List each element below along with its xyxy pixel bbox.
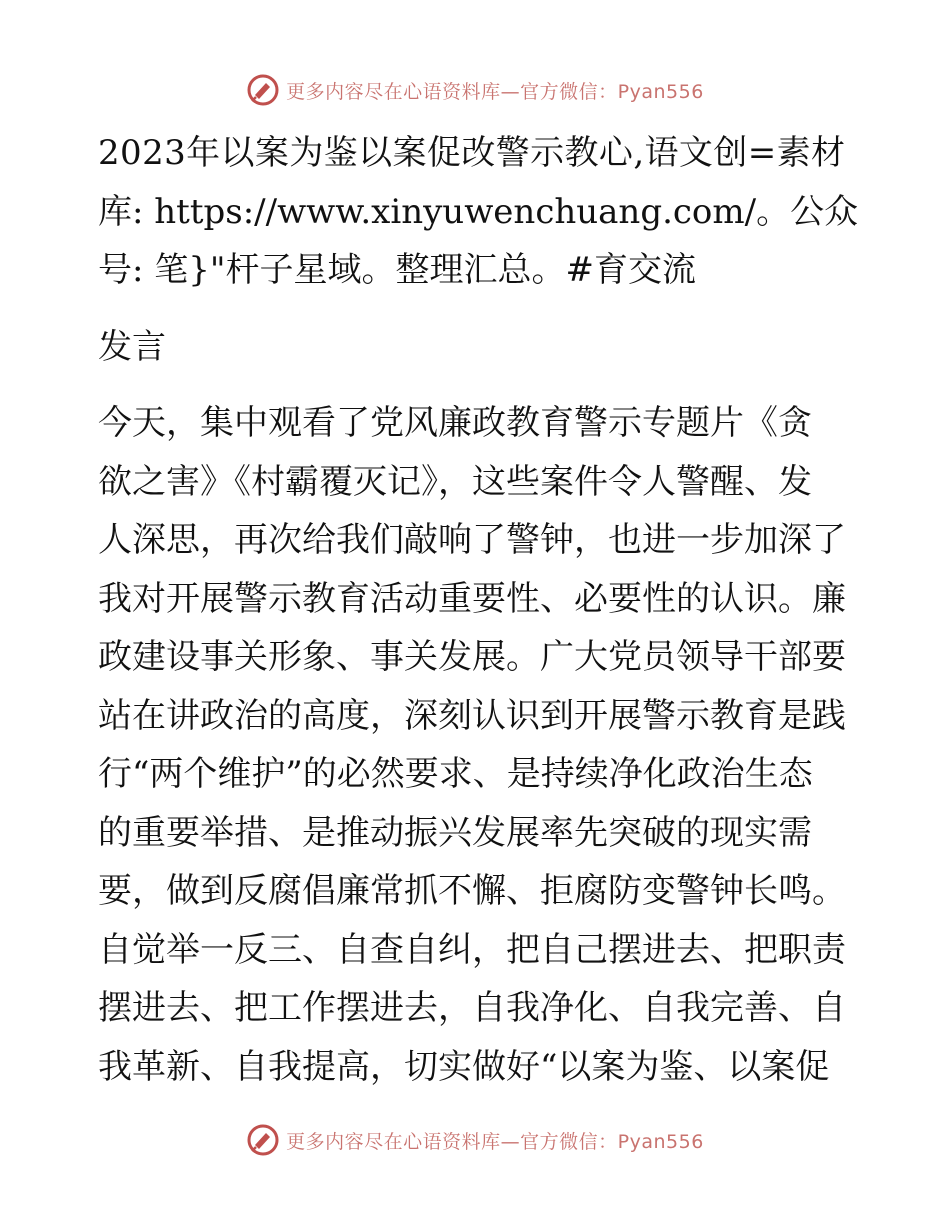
paragraph-line: 自觉举一反三、自查自纠，把自己摆进去、把职责 [98,929,846,970]
watermark-logo-icon [246,73,280,107]
paragraph-line: 要，做到反腐倡廉常抓不懈、拒腐防变警钟长鸣。 [98,871,846,911]
paragraph-line: 今天，集中观看了党风廉政教育警示专题片《贪 [98,403,812,443]
watermark-logo-icon [246,1123,280,1157]
paragraph-line: 欲之害》《村霸覆灭记》，这些案件令人警醒、发 [98,461,812,502]
header-watermark [0,70,950,110]
title-line: 号: 笔}"杆子星域。整理汇总。#育交流 [98,250,697,290]
paragraph-line: 的重要举措、是推动振兴发展率先突破的现实需 [98,812,812,853]
watermark-text: 更多内容尽在心语资料库—官方微信：Pyan556 [286,1130,704,1153]
paragraph-line: 政建设事关形象、事关发展。广大党员领导干部要 [98,637,846,677]
paragraph-line: 站在讲政治的高度，深刻认识到开展警示教育是践 [98,695,846,736]
paragraph-line: 我革新、自我提高，切实做好“以案为鉴、以案促 [98,1046,830,1087]
watermark-text: 更多内容尽在心语资料库—官方微信：Pyan556 [286,80,704,103]
title-line: 2023年以案为鉴以案促改警示教心,语文创=素材 [98,133,846,173]
paragraph-line: 我对开展警示教育活动重要性、必要性的认识。廉 [98,578,846,619]
paragraph-line: 摆进去、把工作摆进去，自我净化、自我完善、自 [98,988,846,1028]
document-body [98,124,858,1096]
paragraph-line: 人深思，再次给我们敲响了警钟，也进一步加深了 [98,520,846,560]
title-line: 发言 [98,326,166,367]
footer-watermark [0,1120,950,1160]
title-line: 库: https://www.xinyuwenchuang.com/。公众 [98,191,859,232]
paragraph-line: 行“两个维护”的必然要求、是持续净化政治生态 [98,754,813,794]
